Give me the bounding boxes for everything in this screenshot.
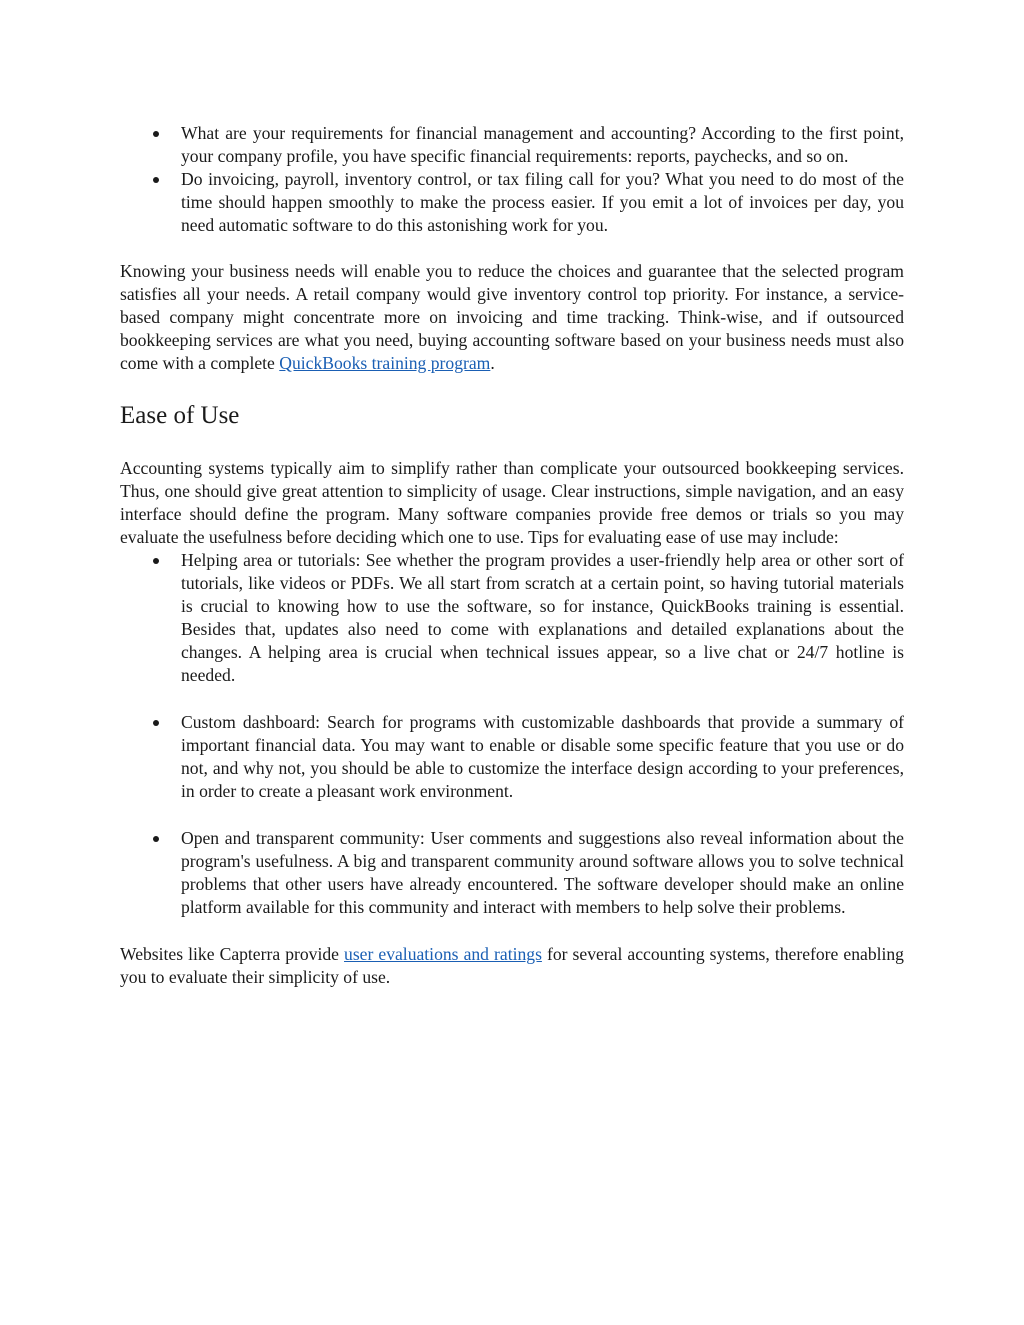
capterra-paragraph xyxy=(120,943,904,989)
requirements-list xyxy=(120,122,904,237)
document-page xyxy=(120,122,904,989)
list-item xyxy=(120,827,904,919)
ease-of-use-tips-list xyxy=(120,549,904,919)
bullet-icon xyxy=(153,131,159,137)
list-item-text: Custom dashboard: Search for programs with customizable dashboards that provide a summary of important financial data. You may want to enable or disable some specific feature that you use or do not, and why not, you should be able to customize the interface design according to your preferences, in order to create a pleasant work environment. xyxy=(181,712,904,801)
list-item-text: Open and transparent community: User comments and suggestions also reveal information about the program's usefulness. A big and transparent community around software allows you to solve technical problems that other users have already encountered. The software developer should make an online platform available for this community and interact with members to help solve their problems. xyxy=(181,828,904,917)
paragraph-text: Knowing your business needs will enable you to reduce the choices and guarantee that the selected program satisfies all your needs. A retail company would give inventory control top priority. For instance, a service-based company might concentrate more on invoicing and time tracking. Think-wise, and if outsourced bookkeeping services are what you need, buying accounting software based on your business needs must also come with a complete xyxy=(120,261,904,373)
bullet-icon xyxy=(153,836,159,842)
list-item-text: Helping area or tutorials: See whether the program provides a user-friendly help area or other sort of tutorials, like videos or PDFs. We all start from scratch at a certain point, so having tutorial materials is crucial to knowing how to use the software, so for instance, QuickBooks training is essential. Besides that, updates also need to come with explanations and detailed explanations about the changes. A helping area is crucial when technical issues appear, so a live chat or 24/7 hotline is needed. xyxy=(181,550,904,685)
paragraph-text-end: . xyxy=(490,353,495,373)
ease-of-use-paragraph: Accounting systems typically aim to simplify rather than complicate your outsourced bookkeeping services. Thus, one should give great attention to simplicity of usage. Clear instructions, simple navigation, and an easy interface should define the program. Many software companies provide free demos or trials so you may evaluate the usefulness before deciding which one to use. Tips for evaluating ease of use may include: xyxy=(120,458,904,547)
list-item xyxy=(120,168,904,237)
paragraph-text: Websites like Capterra provide xyxy=(120,944,345,964)
bullet-icon xyxy=(153,558,159,564)
business-needs-paragraph xyxy=(120,260,904,375)
list-item-text: Do invoicing, payroll, inventory control, or tax filing call for you? What you need to do most of the time should happen smoothly to make the process easier. If you emit a lot of invoices per day, you need automatic software to do this astonishing work for you. xyxy=(181,169,904,235)
list-item xyxy=(120,711,904,803)
quickbooks-training-link[interactable]: QuickBooks training program xyxy=(279,353,491,373)
list-item xyxy=(120,549,904,687)
section-heading: Ease of Use xyxy=(120,402,240,429)
bullet-icon xyxy=(153,720,159,726)
paragraph-text-end: for several accounting systems, therefore enabling you to evaluate their simplicity of use. xyxy=(120,944,904,987)
list-item-text: What are your requirements for financial management and accounting? According to the first point, your company profile, you have specific financial requirements: reports, paychecks, and so on. xyxy=(181,123,904,166)
bullet-icon xyxy=(153,177,159,183)
list-item xyxy=(120,122,904,168)
user-evaluations-link[interactable]: user evaluations and ratings xyxy=(344,944,542,964)
